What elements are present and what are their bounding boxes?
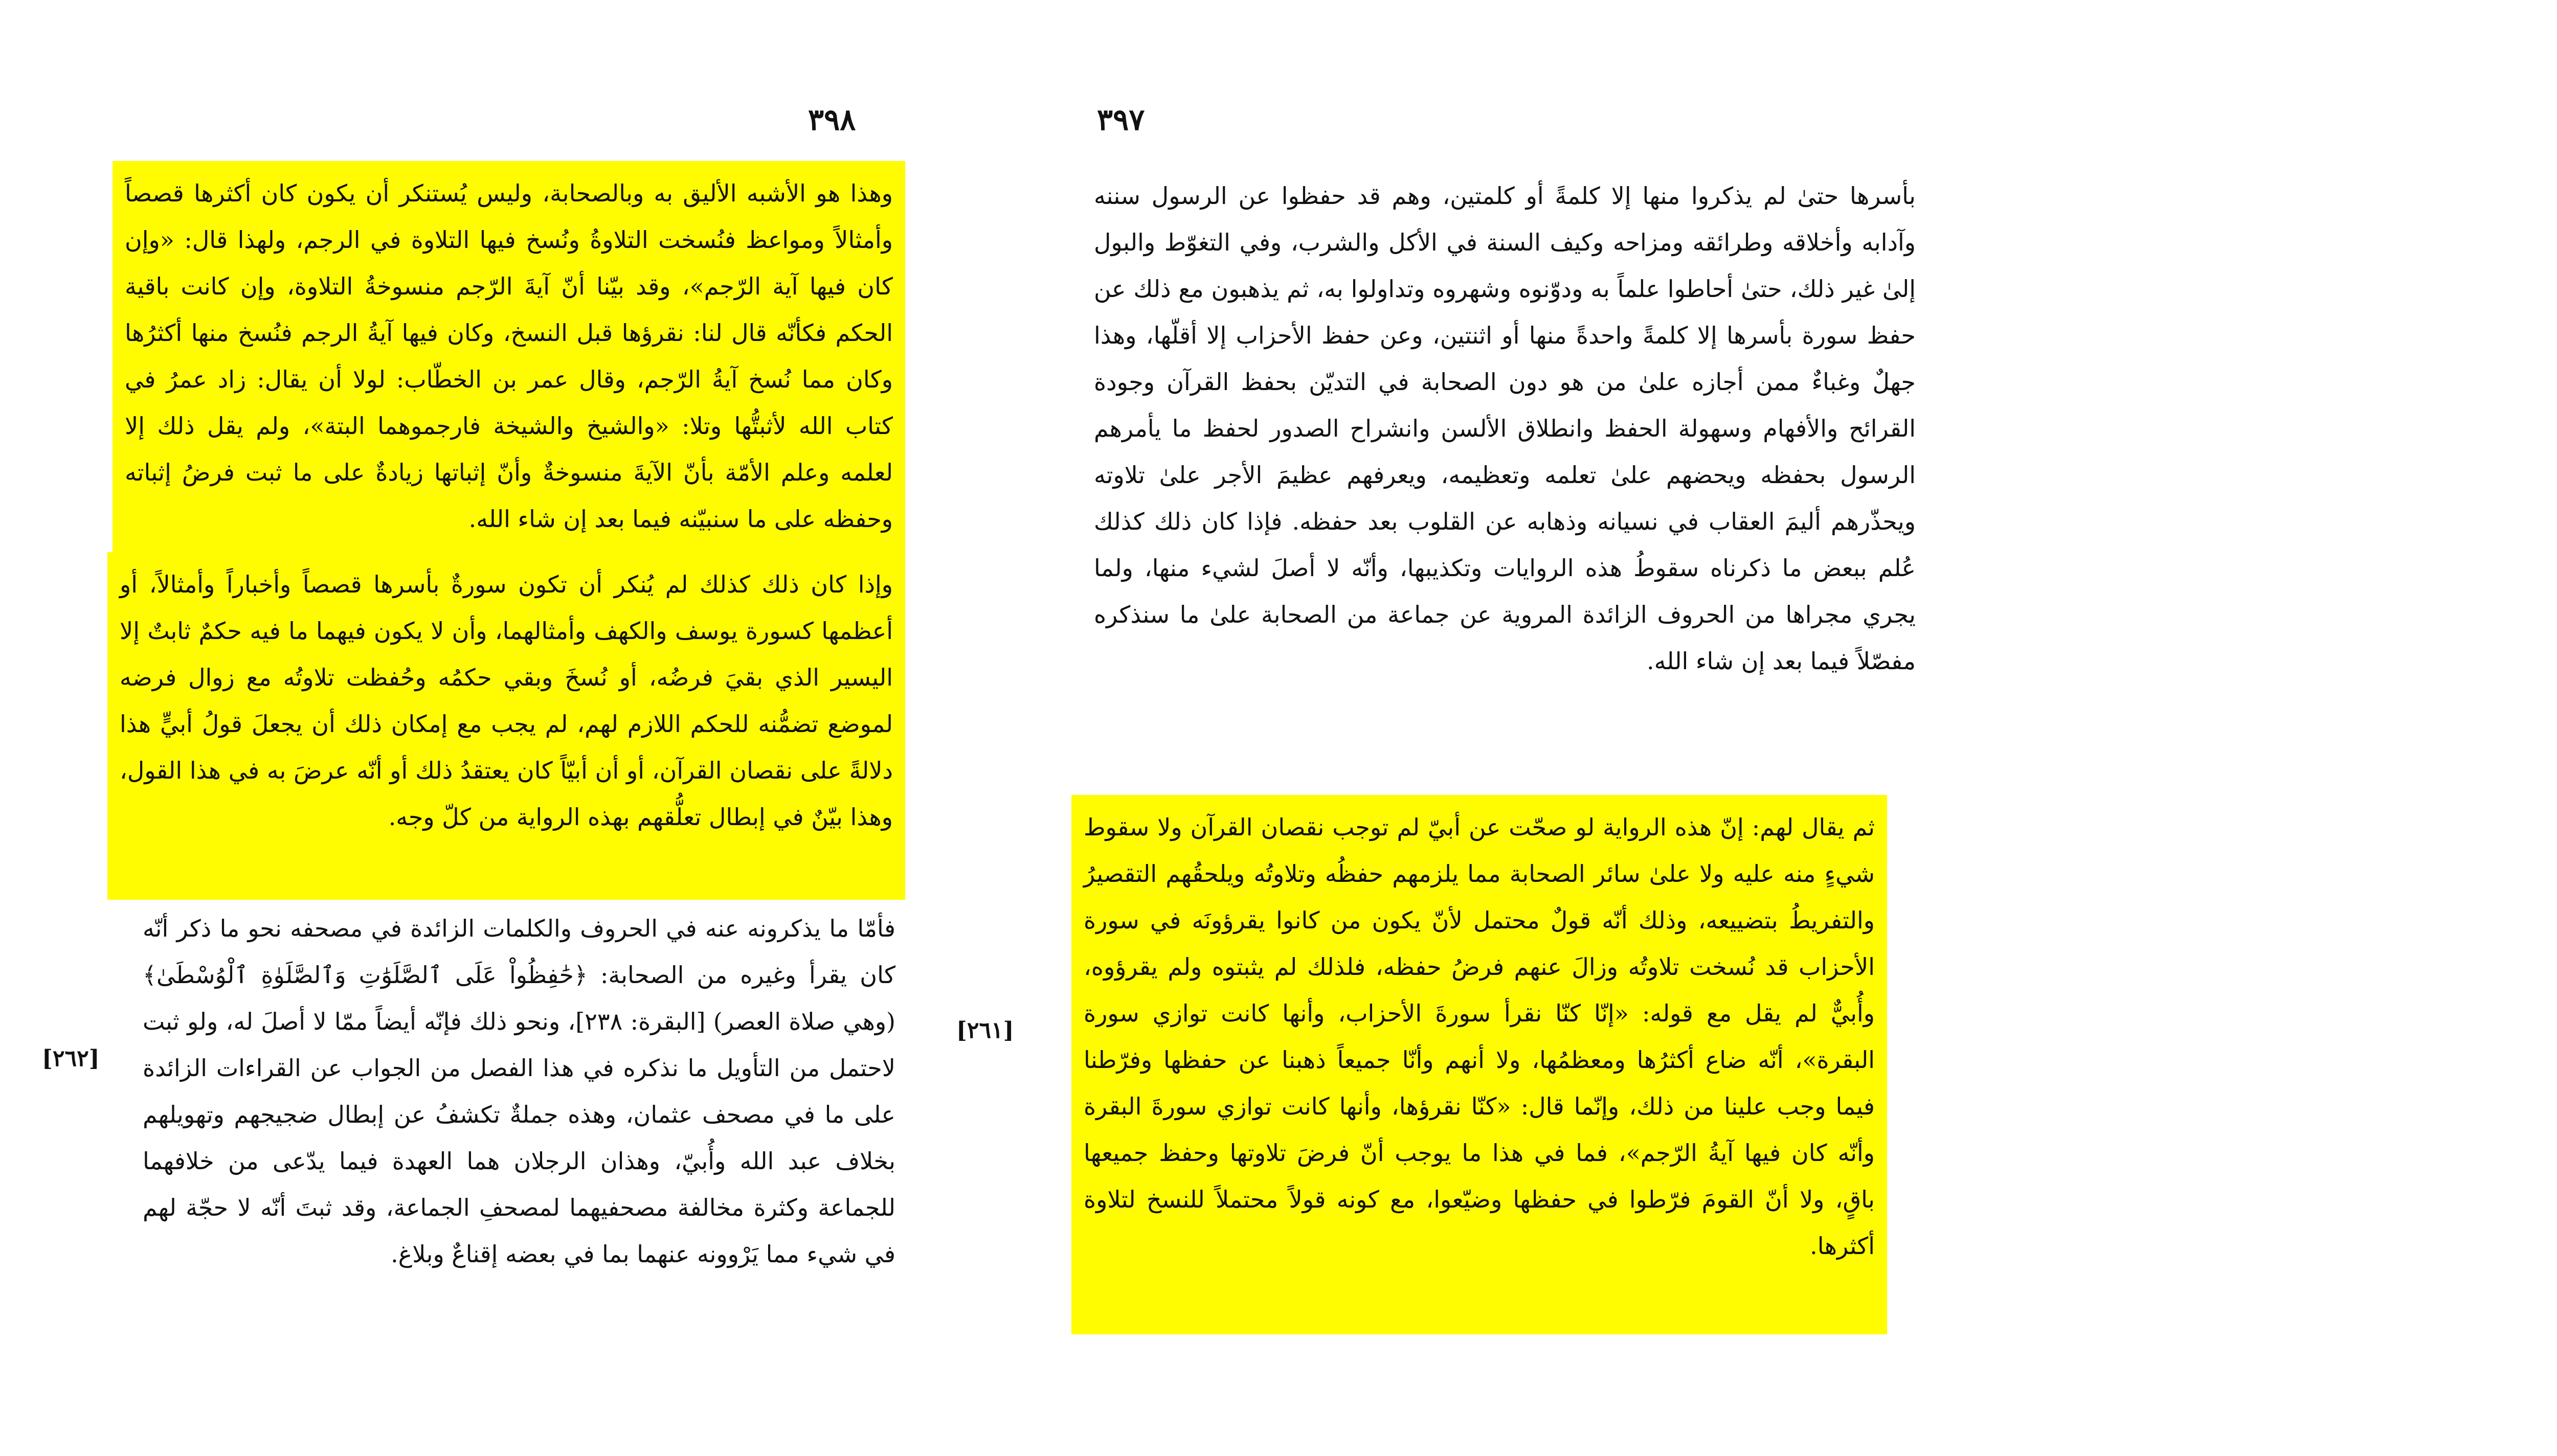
middle-plain-block xyxy=(1082,164,1928,803)
cover-page xyxy=(1989,0,2557,1456)
left-page xyxy=(0,0,1013,1456)
left-page-number: ٣٩٨ xyxy=(808,102,856,137)
middle-highlight-block xyxy=(1071,795,1887,1334)
left-plain-text: فأمّا ما يذكرونه عنه في الحروف والكلمات الزائدة في مصحفه نحو ما ذكر أنّه كان يقرأ وغيره من الصحابة: ﴿حَٰفِظُواْ عَلَى ٱلصَّلَوَٰتِ وَٱلصَّلَوٰةِ ٱلْوُسْطَىٰ﴾ (وهي صلاة العصر) [البقرة: ٢٣٨]، ونحو ذلك فإنّه أيضاً ممّا لا أصلَ له، ولو ثبت لاحتمل من التأويل ما نذكره في هذا الفصل من الجواب عن القراءات الزائدة على ما في مصحف عثمان، وهذه جملةٌ تكشفُ عن إبطال ضجيجهم وتهويلهم بخلاف عبد الله وأُبيّ، وهذان الرجلان هما العهدة فيما يدّعى من خلافهما للجماعة وكثرة مخالفة مصحفيهما لمصحفِ الجماعة، وقد ثبتَ أنّه لا حجّة لهم في شيء مما يَرْوونه عنهما بما في بعضه إقناعٌ وبلاغ. xyxy=(143,915,895,1268)
left-highlight-block-1 xyxy=(113,161,905,573)
left-highlight-text-2: وإذا كان ذلك كذلك لم يُنكر أن تكون سورةٌ بأسرها قصصاً وأخباراً وأمثالاً، أو أعظمها كسورة يوسف والكهف وأمثالهما، وأن لا يكون فيهما ما فيه حكمٌ ثابتٌ إلا اليسير الذي بقيَ فرضُه، أو نُسخَ وبقي حكمُه وحُفظت تلاوتُه مع زوال فرضه لموضع تضمُّنه للحكم اللازم لهم، لم يجب مع إمكان ذلك أن يجعلَ قولُ أبيٍّ هذا دلالةً على نقصان القرآن، أو أن أبيّاً كان يعتقدُ ذلك أو أنّه عرضَ به في هذا القول، وهذا بيّنٌ في إبطال تعلُّقهم بهذه الرواية من كلّ وجه. xyxy=(120,571,893,831)
middle-page-number: ٣٩٧ xyxy=(1097,102,1145,137)
middle-bracket-note: [٢٦١] xyxy=(956,1017,1014,1043)
middle-highlight-text: ثم يقال لهم: إنّ هذه الرواية لو صحّت عن أبيّ لم توجب نقصان القرآن ولا سقوط شيءٍ منه عليه ولا علىٰ سائر الصحابة مما يلزمهم حفظُه وتلاوتُه ويلحقُهم التقصيرُ والتفريطُ بتضييعه، وذلك أنّه قولٌ محتمل لأنّ يكون من كانوا يقرؤونَه في سورة الأحزاب قد نُسخت تلاوتُه وزالَ عنهم فرضُ حفظه، فلذلك لم يثبتوه ولم يقرؤوه، وأُبيٌّ لم يقل مع قوله: «إنّا كنّا نقرأ سورةَ الأحزاب، وأنها كانت توازي سورة البقرة»، أنّه ضاع أكثرُها ومعظمُها، ولا أنهم وأنّا جميعاً ذهبنا عن حفظها وفرّطنا فيما وجب علينا من ذلك، وإنّما قال: «كنّا نقرؤها، وأنها كانت توازي سورةَ البقرة وأنّه كان فيها آيةُ الرّجم»، فما في هذا ما يوجب أنّ فرضَ تلاوتها وحفظ جميعها باقٍ، ولا أنّ القومَ فرّطوا في حفظها وضيّعوا، مع كونه قولاً محتملاً للنسخ لتلاوة أكثرها. xyxy=(1084,813,1875,1260)
left-plain-block xyxy=(130,902,908,1352)
left-highlight-text-1: وهذا هو الأشبه الأليق به وبالصحابة، وليس يُستنكر أن يكون كان أكثرها قصصاً وأمثالاً ومواعظ فنُسخت التلاوةُ ونُسخ فيها التلاوة في الرجم، ولهذا قال: «وإن كان فيها آية الرّجم»، وقد بيّنا أنّ آيةَ الرّجم منسوخةُ التلاوة، وإن كانت باقية الحكم فكأنّه قال لنا: نقرؤها قبل النسخ، وكان فيها آيةُ الرجم فنُسخ منها أكثرُها وكان مما نُسخ آيةُ الرّجم، وقال عمر بن الخطّاب: لولا أن يقال: زاد عمرُ في كتاب الله لأثبتُّها وتلا: «والشيخ والشيخة فارجموهما البتة»، ولم يقل ذلك إلا لعلمه وعلم الأمّة بأنّ الآيةَ منسوخةٌ وأنّ إثباتها زيادةٌ على ما ثبت فرضُ إثباته وحفظه على ما سنبيّنه فيما بعد إن شاء الله. xyxy=(125,179,893,533)
middle-plain-text: بأسرها حتىٰ لم يذكروا منها إلا كلمةً أو كلمتين، وهم قد حفظوا عن الرسول سننه وآدابه وأخلاقه وطرائقه ومزاحه وكيف السنة في الأكل والشرب، وفي التغوّط والبول إلىٰ غير ذلك، حتىٰ أحاطوا علماً به ودوّنوه وشهروه وتداولوا به، ثم يذهبون مع ذلك عن حفظ سورة بأسرها إلا كلمةً واحدةً منها أو اثنتين، وعن حفظ الأحزاب إلا أقلّها، وهذا جهلٌ وغباءٌ ممن أجازه علىٰ من هو دون الصحابة في التديّن بحفظ القرآن وجودة القرائح والأفهام وسهولة الحفظ وانطلاق الألسن وانشراح الصدور لحفظ ما يأمرهم الرسول بحفظه ويحضهم علىٰ تعلمه وتعظيمه، ويعرفهم عظيمَ الأجر علىٰ تلاوته ويحذّرهم أليمَ العقاب في نسيانه وذهابه عن القلوب بعد حفظه. فإذا كان ذلك كذلك عُلم ببعض ما ذكرناه سقوطُ هذه الروايات وتكذيبها، وأنّه لا أصلَ لشيء منها، ولما يجري مجراها من الحروف الزائدة المروية عن جماعة من الصحابة علىٰ ما سنذكره مفصّلاً فيما بعد إن شاء الله. xyxy=(1094,182,1916,675)
left-highlight-block-2 xyxy=(107,552,905,900)
left-bracket-note: [٢٦٢] xyxy=(42,1045,100,1072)
middle-page xyxy=(956,0,1943,1456)
